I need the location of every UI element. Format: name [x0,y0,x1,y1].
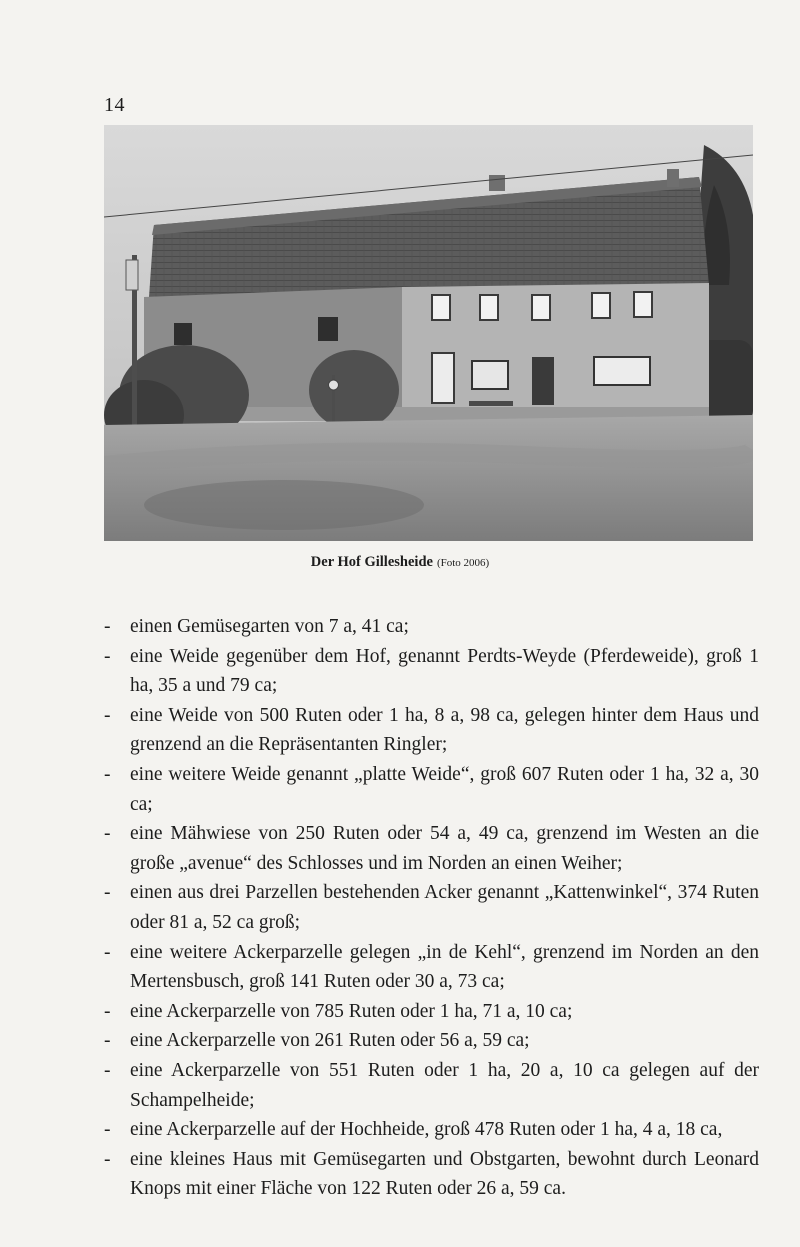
list-item: - eine Weide von 500 Ruten oder 1 ha, 8 a, 98 ca, gelegen hinter dem Haus und grenzend an die Repräsentanten Ringler; [104,704,759,756]
list-item: - einen aus drei Parzellen bestehenden Acker genannt „Kattenwinkel“, 374 Ruten oder 81 a, 52 ca groß; [104,882,759,933]
list-item: - eine Mähwiese von 250 Ruten oder 54 a, 49 ca, grenzend im Westen an die große „avenue“ des Schlosses und im Norden an einen Weiher; [104,823,759,874]
caption-title: Der Hof Gillesheide [310,554,433,570]
list-item: - einen Gemüsegarten von 7 a, 41 ca; [104,616,409,637]
list-item: - eine Ackerparzelle von 785 Ruten oder 1 ha, 71 a, 10 ca; [104,1000,573,1022]
property-list [104,612,759,1204]
list-item: - eine weitere Ackerparzelle gelegen „in de Kehl“, grenzend im Norden an den Mertensbusch, groß 141 Ruten oder 30 a, 73 ca; [104,941,759,993]
caption-source: (Foto 2006) [436,557,490,569]
farmhouse-photo [104,125,753,541]
list-item: - eine Ackerparzelle von 551 Ruten oder 1 ha, 20 a, 10 ca gelegen auf der Schampelheide; [104,1059,759,1111]
list-item: - eine weitere Weide genannt „platte Weide“, groß 607 Ruten oder 1 ha, 32 a, 30 ca; [104,763,759,815]
list-item: - eine kleines Haus mit Gemüsegarten und Obstgarten, bewohnt durch Leonard Knops mit einer Fläche von 122 Ruten oder 26 a, 59 ca. [104,1148,759,1200]
page-number: 14 [104,94,125,116]
figure-caption [0,554,800,571]
list-item: - eine Weide gegenüber dem Hof, genannt Perdts-Weyde (Pferdeweide), groß 1 ha, 35 a und 79 ca; [104,645,759,697]
list-item: - eine Ackerparzelle von 261 Ruten oder 56 a, 59 ca; [104,1030,530,1052]
list-item: - eine Ackerparzelle auf der Hochheide, groß 478 Ruten oder 1 ha, 4 a, 18 ca, [104,1119,723,1141]
